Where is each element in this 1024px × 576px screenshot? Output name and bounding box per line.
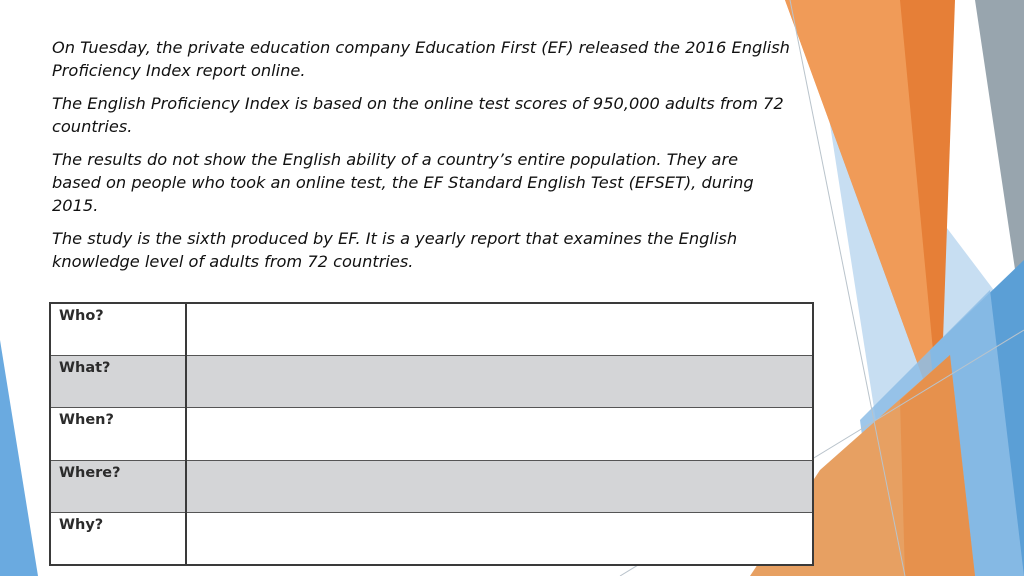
answer-cell-what[interactable] [186,356,813,408]
answer-cell-why[interactable] [186,512,813,565]
table-row [50,303,813,356]
article-text [52,36,792,283]
paragraph-4: The study is the sixth produced by EF. It is a yearly report that examines the English knowledge level of adults from 72 countries. [52,229,738,271]
row-label-who: Who? [50,303,186,356]
left-blue-sliver [0,340,38,576]
answer-cell-where[interactable] [186,460,813,512]
table-row [50,512,813,565]
paragraph-1: On Tuesday, the private education company Education First (EF) released the 2016 English Proficiency Index report online. [52,38,790,80]
table-row [50,460,813,512]
answer-cell-who[interactable] [186,303,813,356]
table-row [50,356,813,408]
table-row [50,408,813,460]
paragraph-3: The results do not show the English ability of a country’s entire population. They are based on people who took an online test, the EF Standard English Test (EFSET), during 2015. [52,150,754,215]
paragraph-2: The English Proficiency Index is based on the online test scores of 950,000 adults from 72 countries. [52,94,784,136]
row-label-what: What? [50,356,186,408]
row-label-why: Why? [50,512,186,565]
wh-questions-table [49,302,814,566]
row-label-where: Where? [50,460,186,512]
answer-cell-when[interactable] [186,408,813,460]
row-label-when: When? [50,408,186,460]
